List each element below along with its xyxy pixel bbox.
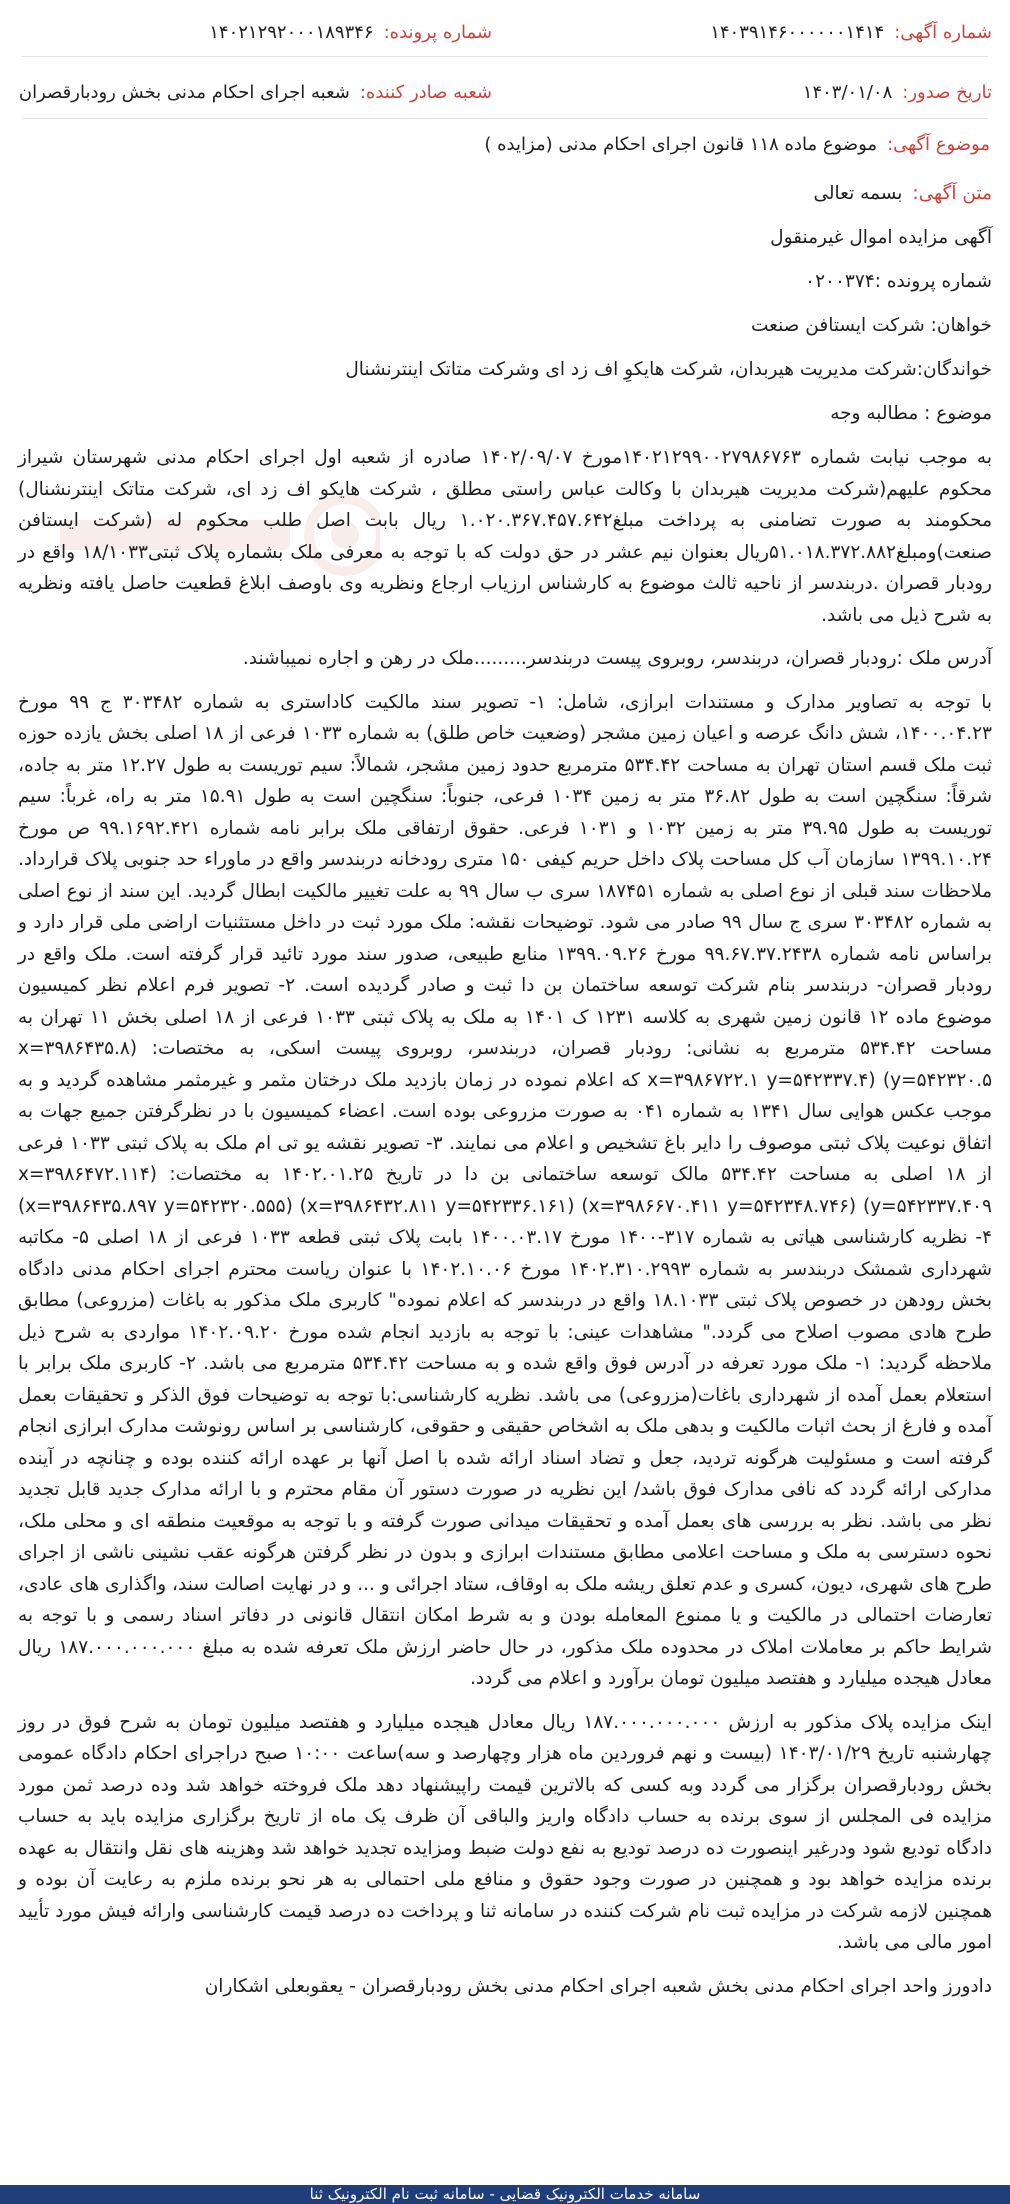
ad-number-label: شماره آگهی:	[894, 21, 992, 43]
case-number-label: شماره پرونده:	[383, 21, 492, 43]
header-divider-1	[22, 56, 988, 57]
text-label: متن آگهی:	[912, 183, 992, 204]
signature-line: دادورز واحد اجرای احکام مدنی بخش شعبه اجرای احکام مدنی بخش رودبارقصران - یعقوبعلی اشکاران	[204, 1975, 992, 1997]
case-number-row	[209, 15, 492, 49]
subject-label: موضوع آگهی:	[887, 134, 990, 155]
footer-band	[0, 2185, 1010, 2204]
case-number-value: ۱۴۰۲۱۲۹۲۰۰۰۱۸۹۳۴۶	[209, 21, 374, 43]
defendants-line: خواندگان:شرکت مدیریت هیربدان، شرکت هایکوِ اف زد ای وشرکت متاتک اینترنشنال	[345, 359, 992, 380]
footer-text: سامانه خدمات الکترونیک قضایی - سامانه ثبت نام الکترونیک ثنا	[309, 2185, 701, 2203]
coordinates-2: ۱۴۰۲.۰۱.۲۵ به مختصات: (x=۳۹۸۶۴۷۲.۱۱۴ y=۵۴۲۳۳۷.۴۰۹) (x=۳۹۸۶۶۷۰.۴۱۱ y=۵۴۲۳۴۸.۷۴۶)	[18, 1164, 992, 1217]
text-label-row	[18, 178, 992, 210]
paragraph-ruling: به موجب نیابت شماره ۱۴۰۲۱۲۹۹۰۰۲۷۹۸۶۷۶۳مورخ ۱۴۰۲/۰۹/۰۷ صادره از شعبه اول اجرای احکام مدنی شهرستان شیراز محکوم علیهم(شرکت مدیریت هیربدان با وکالت عباس راستی مطلق ، شرکت هایکو اف زد ای، شرکت متاتک اینترنشنال) محکومند به صورت تضامنی به پرداخت مبلغ۱.۰۲۰.۳۶۷.۴۵۷.۶۴۲ ریال بابت اصل طلب محکوم له (شرکت ایستافن صنعت)ومبلغ۵۱.۰۱۸.۳۷۲.۸۸۲ریال بعنوان نیم عشر در حق دولت که با توجه به معرفی ملک بشماره پلاک ثبتی۱۸/۱۰۳۳ واقع در رودبار قصران .دربندسر از ناحیه ثالث موضوع به کارشناس ارزیاب ارجاع ونظریه وی باوصف ابلاغ قطعیت حاصل یافته ونظریه به شرح ذیل می باشد.	[18, 447, 993, 626]
ad-number-value: ۱۴۰۳۹۱۴۶۰۰۰۰۰۰۱۴۱۴	[710, 21, 885, 43]
paragraph-commission: درختان مثمر و غیرمثمر مشاهده گردید و به موجب عکس هوایی سال ۱۳۴۱ به شماره ۰۴۱ به صورت مزروعی بوده است. اعضاء کمیسیون با در نظرگرفتن جمیع جهات به اتفاق نوعیت پلاک ثبتی موصوف را دایر باغ تشخیص و اعلام می نمایند. ۳- تصویر نقشه یو تی ام ملک به پلاک ثبتی ۱۰۳۳ فرعی از ۱۸ اصلی به مساحت ۵۳۴.۴۲ مالک توسعه ساختمانی بن دا در تاریخ	[18, 1069, 992, 1185]
plaintiff-line: خواهان: شرکت ایستافن صنعت	[751, 315, 992, 336]
ad-title: آگهی مزایده اموال غیرمنقول	[770, 227, 992, 248]
ad-number-row	[710, 15, 992, 49]
header-divider-2	[22, 118, 988, 119]
subject-value: موضوع ماده ۱۱۸ قانون اجرای احکام مدنی (مزایده )	[484, 134, 878, 155]
paragraph-documents-text: با توجه به تصاویر مدارک و مستندات ابرازی، شامل: ۱- تصویر سند مالکیت کاداستری به شماره ۳۰۳۴۸۲ ج ۹۹ مورخ ۱۴۰۰.۰۴.۲۳، شش دانگ عرصه و اعیان زمین مشجر (وضعیت خاص طلق) به شماره ۱۰۳۳ فرعی از ۱۸ اصلی بخش یازده حوزه ثبت ملک قسم استان تهران به مساحت ۵۳۴.۴۲ مترمربع حدود زمین مشجر، شمالاً: سیم توریست به طول ۱۲.۲۷ متر به جاده، شرقاً: سنگچین است به طول ۳۶.۸۲ متر به زمین ۱۰۳۴ فرعی، جنوباً: سنگچین است به طول ۱۵.۹۱ متر به راه، غرباً: سیم توریست به طول ۳۹.۹۵ متر به زمین ۱۰۳۲ و ۱۰۳۱ فرعی. حقوق ارتفاقی ملک برابر نامه شماره ۹۹.۱۶۹۲.۴۲۱ ص مورخ ۱۳۹۹.۱۰.۲۴ سازمان آب کل مساحت پلاک داخل حریم کیفی ۱۵۰ متری رودخانه دربندسر واقع در ماوراء حد جنوبی پلاک قرارداد. ملاحظات سند قبلی از نوع اصلی به شماره ۱۸۷۴۵۱ سری ب سال ۹۹ به علت تغییر مالکیت ابطال گردید. این سند از نوع اصلی به شماره ۳۰۳۴۸۲ سری ج سال ۹۹ صادر می شود. توضیحات نقشه: ملک مورد ثبت در داخل مستثنیات اراضی ملی قرار دارد و براساس نامه شماره ۹۹.۶۷.۳۷.۲۴۳۸ مورخ ۱۳۹۹.۰۹.۲۶ منابع طبیعی، صدور سند مورد تائید قرار گرفته است. ملک واقع در رودبار قصران- دربندسر بنام شرکت توسعه ساختمان بن دا ثبت و صادر گردیده است. ۲- تصویر فرم اعلام نظر کمیسیون موضوع ماده ۱۲ قانون زمین شهری به کلاسه ۱۲۳۱ ک ۱۴۰۱ به ملک به پلاک ثبتی ۱۰۳۳ فرعی از ۱۸ اصلی بخش ۱۱ تهران به مساحت ۵۳۴.۴۲ مترمربع به نشانی: رودبار قصران، دربندسر، روبروی پیست اسکی، به مختصات:	[18, 691, 993, 1059]
ad-content	[18, 178, 992, 2015]
case-no-line: شماره پرونده :۰۲۰۰۳۷۴	[805, 271, 992, 292]
subject-row	[20, 134, 990, 155]
coordinates-1: (x=۳۹۸۶۴۳۵.۸ y=۵۴۲۳۲۰.۵) (x=۳۹۸۶۷۲۲.۱ y=۵۴۲۳۳۷.۴ که اعلام نموده در زمان بازدید ملک	[18, 1038, 993, 1091]
issue-date-value: ۱۴۰۳/۰۱/۰۸	[802, 81, 893, 103]
issuer-row	[19, 75, 492, 109]
paragraph-expert-opinion: به شماره ۳۱۷-۱۴۰۰ مورخ ۱۴۰۰.۰۳.۱۷ بابت پلاک ثبتی قطعه ۱۰۳۳ فرعی از ۱۸ اصلی ۵- مکاتبه شهرداری شمشک دربندسر به شماره ۱۴۰۲.۳۱۰.۲۹۹۳ مورخ ۱۴۰۲.۱۰.۰۶ با عنوان ریاست محترم اجرای احکام مدنی دادگاه بخش رودهن در خصوص پلاک ثبتی ۱۸.۱۰۳۳ واقع در دربندسر که اعلام نموده" کاربری ملک مذکور به باغات (مزروعی) مطابق طرح هادی مصوب اصلاح می گردد." مشاهدات عینی: با توجه به بازدید انجام شده مورخ ۱۴۰۲.۰۹.۲۰ مواردی به شرح ذیل ملاحظه گردید: ۱- ملک مورد تعرفه در آدرس فوق واقع شده و به مساحت ۵۳۴.۴۲ مترمربع می باشد. ۲- کاربری ملک برابر با استعلام بعمل آمده از شهرداری باغات(مزروعی) می باشد. نظریه کارشناسی:با توجه به توضیحات فوق الذکر و تحقیقات بعمل آمده و فارغ از بحث اثبات مالکیت و بدهی ملک به اشخاص حقیقی و حقوقی، کارشناسی بر اساس رونوشت مدارک ابرازی انجام گرفته است و مسئولیت هرگونه تردید، جعل و تضاد اسناد ارائه شده با اصل آنها بر عهده ارائه کننده بوده و چنانچه در آینده مدارکی ارائه گردد که نافی مدارک فوق باشد/ این نظریه در صورت دستور آن مقام محترم و با ارائه مدارک جدید قابل تجدید نظر می باشد. نظر به بررسی های بعمل آمده و تحقیقات میدانی صورت گرفته و با توجه به موقعیت منطقه ای و محلی ملک، نحوه دسترسی به ملک و مساحت اعلامی مطابق مستندات ابرازی و بدون در نظر گرفتن هرگونه عقب نشینی ناشی از اجرای طرح های شهری، دیون، کسری و عدم تعلق ریشه ملک به اوقاف، ستاد اجرائی و ... و در نهایت اصالت سند، واگذاری های عادی، تعارضات احتمالی در مالکیت و یا ممنوع المعامله بودن و به شرط امکان انتقال قانونی در دفاتر اسناد رسمی و با توجه به شرایط حاکم بر معاملات املاک در محدوده ملک مذکور، در حال حاضر ارزش ملک تعرفه شده به مبلغ ۱۸۷.۰۰۰.۰۰۰.۰۰۰ ریال معادل هیجده میلیارد و هفتصد میلیون تومان برآورد و اعلام می گردد.	[17, 1227, 993, 1689]
address-line: آدرس ملک :رودبار قصران، دربندسر، روبروی پیست دربندسر.........ملک در رهن و اجاره نمیباشند.	[242, 648, 992, 669]
bismillah: بسمه تعالی	[813, 183, 903, 204]
coordinates-3: (x=۳۹۸۶۴۳۲.۸۱۱ y=۵۴۲۳۳۶.۱۶۱) (x=۳۹۸۶۴۳۵.۸۹۷ y=۵۴۲۳۲۰.۵۵۵) ۴- نظریه کارشناسی هیاتی	[18, 1195, 992, 1248]
issue-date-label: تاریخ صدور:	[902, 81, 992, 103]
paragraph-auction: اینک مزایده پلاک مذکور به ارزش ۱۸۷.۰۰۰.۰۰۰.۰۰۰ ریال معادل هیجده میلیارد و هفتصد میلیون تومان به شرح فوق در روز چهارشنبه تاریخ ۱۴۰۳/۰۱/۲۹ (بیست و نهم فروردین ماه هزار وچهارصد و سه)ساعت ۱۰:۰۰ صبح دراجرای احکام دادگاه عمومی بخش رودبارقصران برگزار می گردد وبه کسی که بالاترین قیمت راپیشنهاد دهد ملک فروخته خواهد شد وده درصد ثمن مورد مزایده فی المجلس از سوی برنده به حساب دادگاه واریز والباقی آن ظرف یک ماه از تاریخ برگزاری مزایده باید به حساب دادگاه تودیع شود ودرغیر اینصورت ده درصد تودیع به نفع دولت ضبط ومزایده تجدید خواهد شد وهزینه های نقل وانتقال به عهده برنده مزایده خواهد بود و همچنین در صورت وجود حقوق و منافع ملی احتمالی به هر نحو برنده ملزم به رعایت آن بوده و همچنین لازمه شرکت در مزایده ثبت نام شرکت کننده در سامانه ثنا و پرداخت ده درصد قیمت کارشناسی وارائه فیش مورد تأیید امور مالی می باشد.	[18, 1711, 993, 1953]
issue-date-row	[803, 75, 992, 109]
issuer-value: شعبه اجرای احکام مدنی بخش رودبارقصران	[18, 81, 350, 103]
issuer-label: شعبه صادر کننده:	[359, 81, 492, 103]
paragraph-documents	[18, 687, 992, 1695]
topic-line: موضوع : مطالبه وجه	[830, 403, 992, 424]
